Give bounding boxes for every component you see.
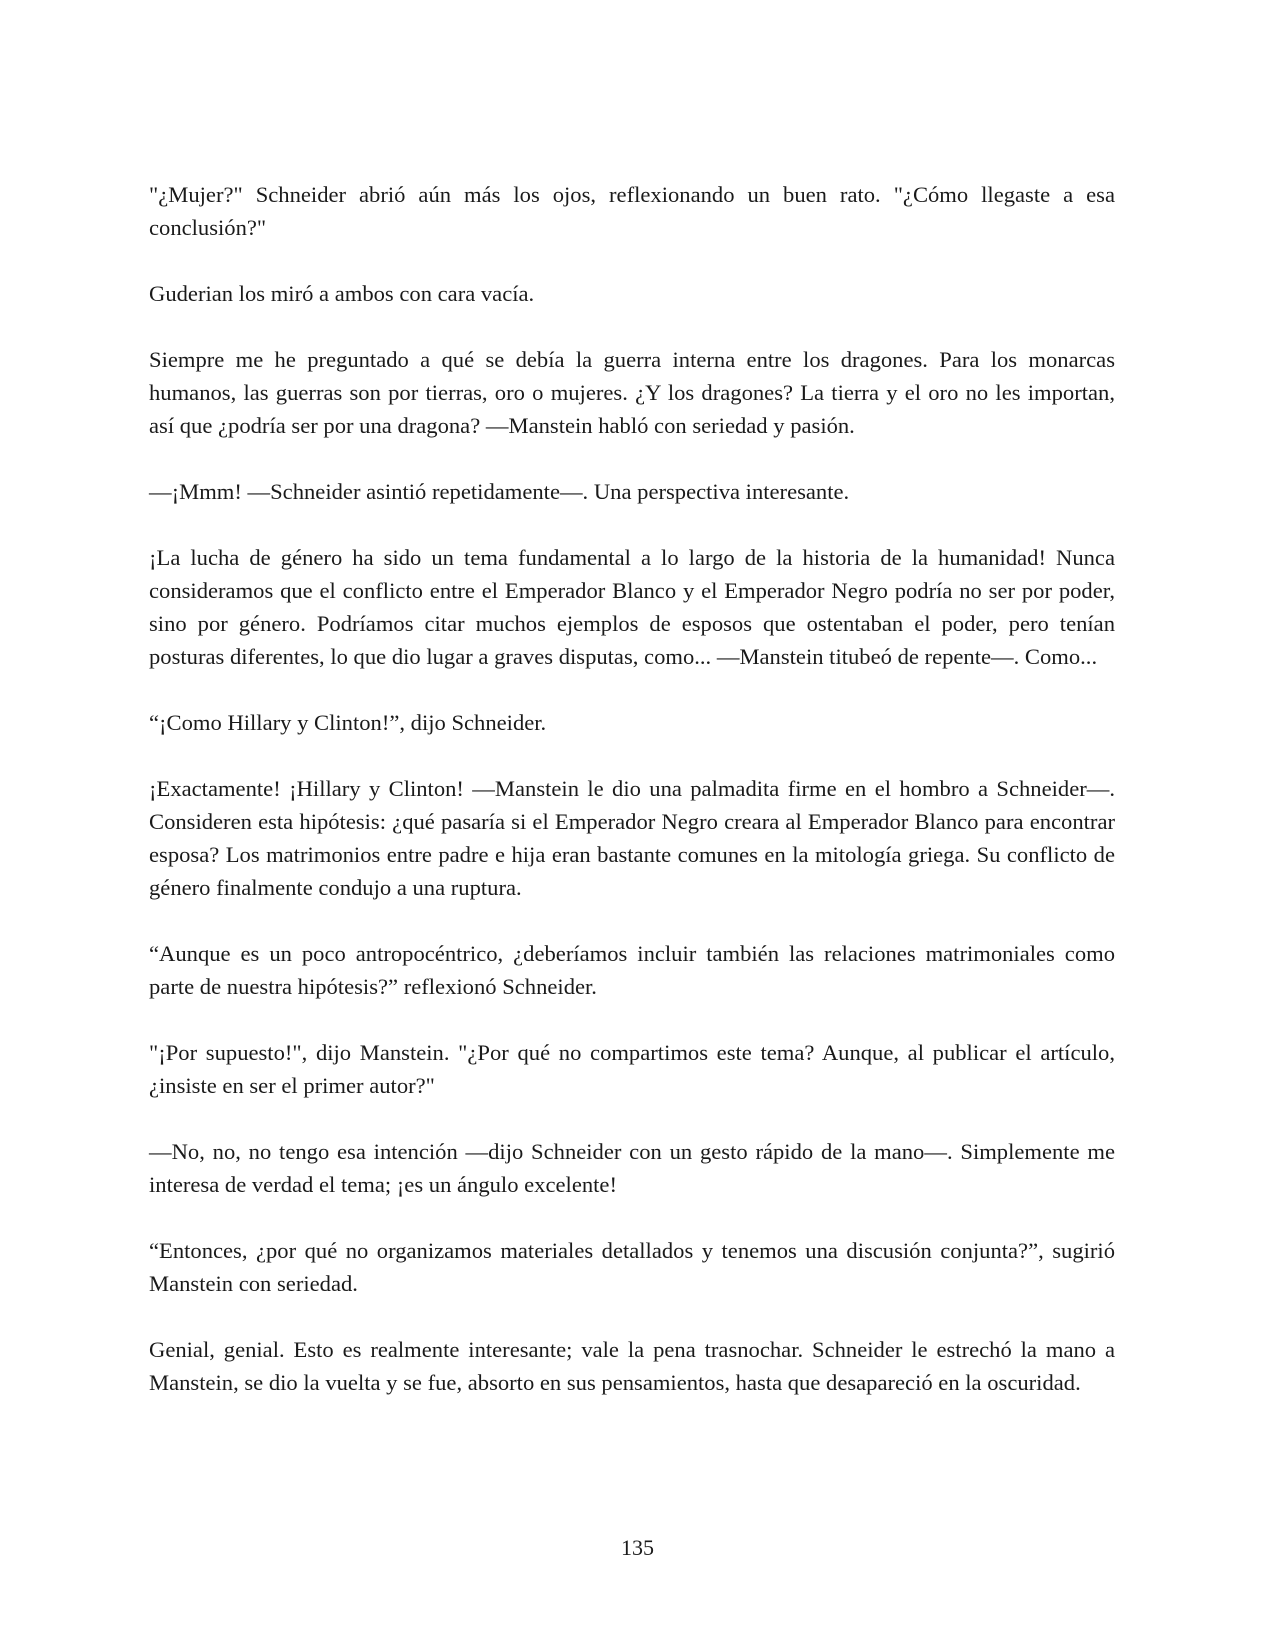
paragraph: —¡Mmm! —Schneider asintió repetidamente—. Una perspectiva interesante. xyxy=(149,479,850,504)
paragraph: Siempre me he preguntado a qué se debía la guerra interna entre los dragones. Para los monarcas humanos, las guerras son por tierras, oro o mujeres. ¿Y los dragones? La tierra y el oro no les importan, así que ¿podría ser por una dragona? —Manstein habló con seriedad y pasión. xyxy=(149,347,1115,438)
paragraph: “Aunque es un poco antropocéntrico, ¿deberíamos incluir también las relaciones matrimoniales como parte de nuestra hipótesis?” reflexionó Schneider. xyxy=(149,941,1115,999)
paragraph: ¡Exactamente! ¡Hillary y Clinton! —Manstein le dio una palmadita firme en el hombro a Schneider—. Consideren esta hipótesis: ¿qué pasaría si el Emperador Negro creara al Emperador Blanco para encontrar esposa? Los matrimonios entre padre e hija eran bastante comunes en la mitología griega. Su conflicto de género finalmente condujo a una ruptura. xyxy=(149,776,1115,900)
paragraph: Genial, genial. Esto es realmente interesante; vale la pena trasnochar. Schneider le estrechó la mano a Manstein, se dio la vuelta y se fue, absorto en sus pensamientos, hasta que desapareció en la oscuridad. xyxy=(149,1337,1115,1395)
page-number: 135 xyxy=(621,1535,654,1560)
paragraph: “Entonces, ¿por qué no organizamos materiales detallados y tenemos una discusión conjunta?”, sugirió Manstein con seriedad. xyxy=(149,1238,1115,1296)
paragraph: Guderian los miró a ambos con cara vacía. xyxy=(149,281,535,306)
paragraph: "¿Mujer?" Schneider abrió aún más los ojos, reflexionando un buen rato. "¿Cómo llegaste a esa conclusión?" xyxy=(149,182,1115,240)
body-text xyxy=(149,178,1115,1432)
paragraph: “¡Como Hillary y Clinton!”, dijo Schneider. xyxy=(149,710,547,735)
paragraph: —No, no, no tengo esa intención —dijo Schneider con un gesto rápido de la mano—. Simplemente me interesa de verdad el tema; ¡es un ángulo excelente! xyxy=(149,1139,1115,1197)
paragraph: ¡La lucha de género ha sido un tema fundamental a lo largo de la historia de la humanidad! Nunca consideramos que el conflicto entre el Emperador Blanco y el Emperador Negro podría no ser por poder, sino por género. Podríamos citar muchos ejemplos de esposos que ostentaban el poder, pero tenían posturas diferentes, lo que dio lugar a graves disputas, como... —Manstein titubeó de repente—. Como... xyxy=(149,545,1115,669)
paragraph: "¡Por supuesto!", dijo Manstein. "¿Por qué no compartimos este tema? Aunque, al publicar el artículo, ¿insiste en ser el primer autor?" xyxy=(149,1040,1115,1098)
